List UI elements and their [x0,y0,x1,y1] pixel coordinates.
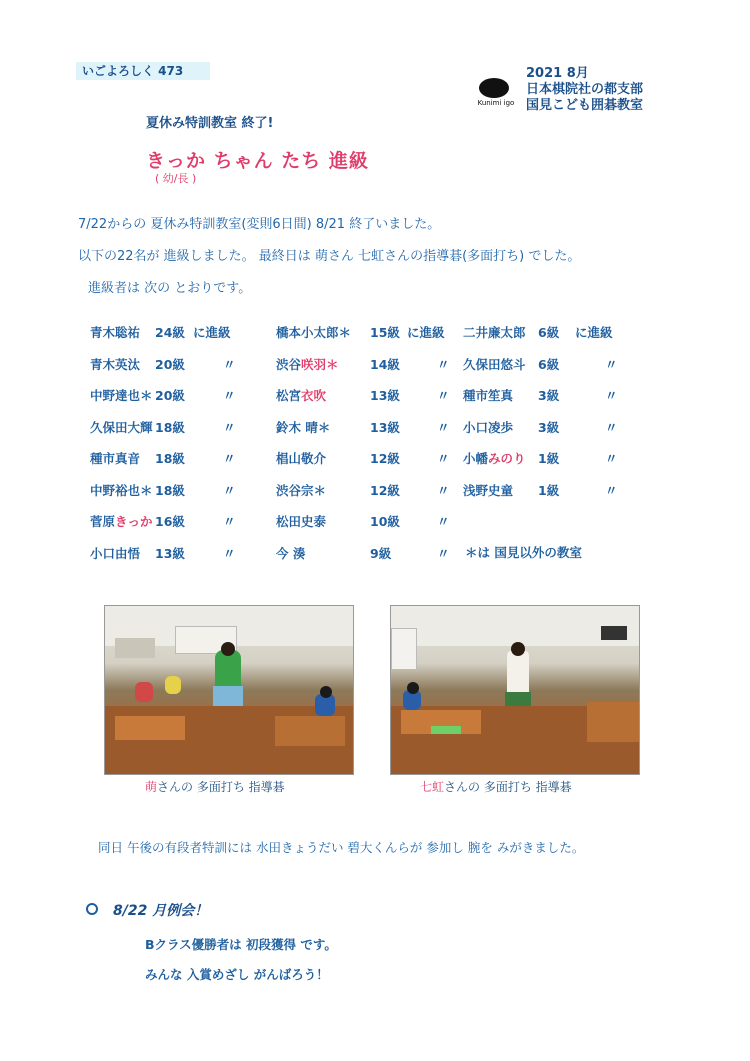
bullet-circle-icon [86,903,98,915]
student-grade: 1級 [538,451,560,466]
intro-line-2: 以下の22名が 進級しました。 最終日は 萌さん 七虹さんの指導碁(多面打ち) でした。 [78,249,581,264]
ditto-mark: 〃 [605,482,618,498]
student-name-text: 渋谷宗＊ [276,482,327,498]
student-name [276,512,326,530]
student-grade: 12級 [370,451,400,466]
student-name-text: 椙山敬介 [276,451,327,466]
student-name-text: 青木聡祐 [90,325,141,340]
issue-date: 2021 8月 [526,66,589,81]
student-name-text: 渋谷 [276,356,302,372]
ditto-mark: 〃 [605,419,618,435]
student-grade: 3級 [538,419,560,435]
student-name-text: 久保田悠斗 [463,356,526,372]
student-grade: 10級 [370,514,400,529]
ditto-mark: 〃 [605,451,618,466]
promotion-label: に進級 [193,325,231,340]
student-name [276,449,326,467]
student-name-text: 中野裕也＊ [90,482,153,498]
student-name [463,323,526,341]
student-grade: 9級 [370,545,392,561]
student-grade: 18級 [155,451,185,466]
intro-line-1: 7/22からの 夏休み特訓教室(変則6日間) 8/21 終了いました。 [78,217,441,232]
student-name [90,481,153,499]
intro-line-3: 進級者は 次の とおりです。 [88,281,252,296]
student-name-highlight: 咲羽＊ [301,356,339,372]
student-name [276,355,339,373]
ditto-mark: 〃 [437,545,450,561]
student-grade: 13級 [370,419,400,435]
student-grade: 3級 [538,388,560,403]
student-name [90,386,153,404]
ditto-mark: 〃 [223,356,236,372]
ditto-mark: 〃 [223,451,236,466]
student-grade: 18級 [155,419,185,435]
student-name [90,355,140,373]
student-grade: 14級 [370,356,400,372]
student-name [276,386,326,404]
student-grade: 6級 [538,356,560,372]
ditto-mark: 〃 [223,419,236,435]
headline-note: ( 幼/長 ) [155,172,197,185]
caption-left-text: さんの 多面打ち 指導碁 [157,780,285,794]
afternoon-note: 同日 午後の有段者特訓には 水田きょうだい 碧大くんらが 参加し 腕を みがきました。 [98,840,585,855]
student-name-highlight: きっか [115,514,153,529]
logo-text: Kunimi igo [477,99,515,107]
ditto-mark: 〃 [223,514,236,529]
photo-caption-right [420,778,572,795]
caption-right-text: さんの 多面打ち 指導碁 [444,780,572,794]
student-name [463,481,513,499]
student-name-text: 松宮 [276,388,302,403]
ditto-mark: 〃 [605,356,618,372]
event-line-2: みんな 入賞めざし がんばろう！ [145,967,329,982]
go-stone-icon [479,78,509,98]
student-name-highlight: 衣吹 [301,388,327,403]
ditto-mark: 〃 [437,451,450,466]
student-name-text: 小口凌歩 [463,419,514,435]
student-grade: 18級 [155,482,185,498]
student-name [90,323,140,341]
student-name [276,418,330,436]
student-grade: 12級 [370,482,400,498]
student-grade: 6級 [538,325,560,340]
student-name [90,544,140,562]
student-grade: 20級 [155,388,185,403]
ditto-mark: 〃 [223,388,236,403]
photo-caption-left [145,778,285,795]
student-name [463,449,526,467]
promotion-label: に進級 [575,325,613,340]
headline-main: きっか ちゃん たち 進級 [146,150,369,172]
ditto-mark: 〃 [223,482,236,498]
student-name-text: 小口由悟 [90,545,141,561]
org-name-line1: 日本棋院社の都支部 [526,82,644,97]
student-name [463,386,513,404]
student-name-text: 鈴木 晴＊ [276,419,331,435]
student-name [90,449,140,467]
headline-sub: 夏休み特訓教室 終了! [146,116,274,131]
org-name-line2: 国見こども囲碁教室 [526,98,644,113]
student-name-text: 菅原 [90,514,116,529]
footnote: ＊は 国見以外の教室 [465,545,582,560]
ditto-mark: 〃 [223,545,236,561]
student-name [276,544,305,562]
photo-moe-teaching [104,605,354,775]
student-name-text: 中野達也＊ [90,388,153,403]
student-name [276,481,326,499]
student-name-text: 橋本小太郎＊ [276,325,352,340]
student-name-text: 久保田大輝 [90,419,153,435]
ditto-mark: 〃 [605,388,618,403]
newsletter-issue-label: いごよろしく 473 [76,62,210,80]
student-grade: 13級 [370,388,400,403]
student-grade: 16級 [155,514,185,529]
ditto-mark: 〃 [437,482,450,498]
ditto-mark: 〃 [437,356,450,372]
photo-nanako-teaching [390,605,640,775]
ditto-mark: 〃 [437,388,450,403]
student-grade: 1級 [538,482,560,498]
student-name-text: 種市笙真 [463,388,514,403]
student-name-text: 松田史泰 [276,514,327,529]
student-grade: 20級 [155,356,185,372]
caption-right-name: 七虹 [420,780,445,794]
student-name [463,355,526,373]
student-name-text: 青木英汰 [90,356,141,372]
ditto-mark: 〃 [437,419,450,435]
student-name [90,512,153,530]
ditto-mark: 〃 [437,514,450,529]
student-name-text: 二井廉太郎 [463,325,526,340]
promotion-label: に進級 [407,325,445,340]
student-grade: 24級 [155,325,185,340]
student-name-text: 種市真音 [90,451,141,466]
student-name [463,418,513,436]
student-grade: 15級 [370,325,400,340]
student-name-highlight: みのり [488,451,526,466]
kunimi-igo-logo [472,78,520,112]
student-grade: 13級 [155,545,185,561]
caption-left-name: 萌 [145,780,158,794]
student-name-text: 浅野史童 [463,482,514,498]
event-line-1: Bクラス優勝者は 初段獲得 です。 [145,937,337,952]
student-name-text: 今 湊 [276,545,306,561]
student-name [276,323,351,341]
student-name [90,418,153,436]
student-name-text: 小幡 [463,451,489,466]
event-title: 8/22 月例会！ [113,903,209,919]
